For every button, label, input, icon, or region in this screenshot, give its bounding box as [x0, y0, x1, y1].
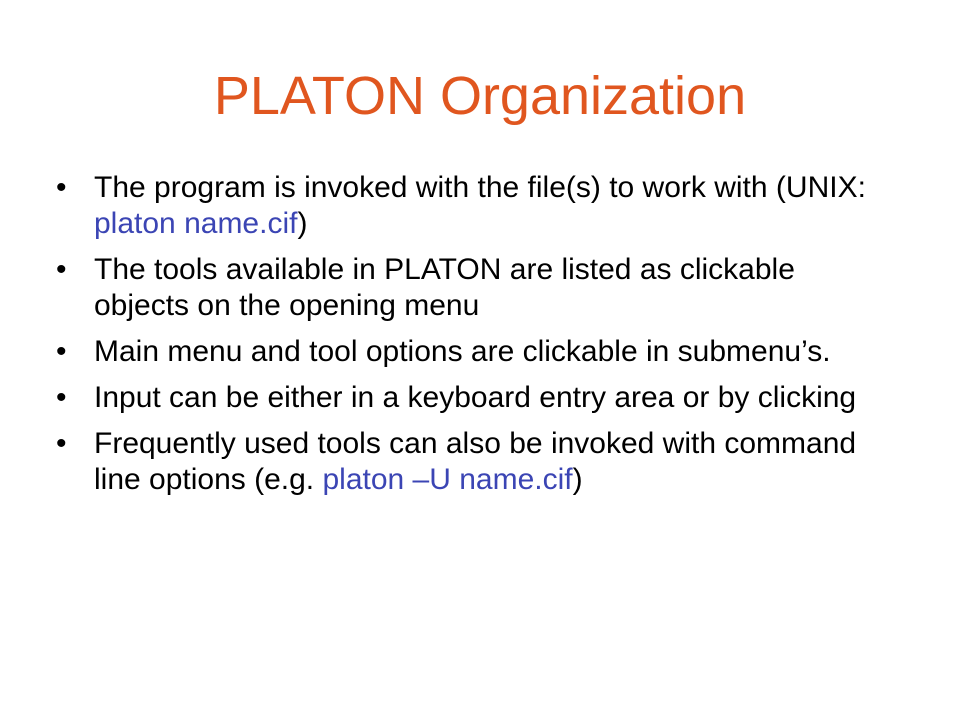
bullet-icon: • — [56, 335, 67, 368]
command-example: platon name.cif — [94, 207, 298, 240]
bullet-text: The program is invoked with the file(s) to work with (UNIX: — [94, 171, 866, 204]
command-example: platon –U name.cif — [322, 463, 573, 496]
bullet-item-command-line — [56, 426, 896, 498]
bullet-text-end: ) — [297, 207, 308, 240]
bullet-text-end: ) — [572, 463, 583, 496]
bullet-text: Input can be either in a keyboard entry area or by clicking — [94, 381, 857, 414]
bullet-text: The tools available in PLATON are listed as clickable objects on the opening menu — [94, 253, 795, 322]
bullet-list — [56, 170, 896, 508]
bullet-text: Main menu and tool options are clickable in submenu’s. — [94, 335, 831, 368]
bullet-item-input — [56, 380, 896, 416]
bullet-icon: • — [56, 253, 67, 286]
bullet-icon: • — [56, 171, 67, 204]
bullet-icon: • — [56, 381, 67, 414]
bullet-text: Frequently used tools can also be invoked with command line options (e.g. — [94, 427, 857, 496]
bullet-item-tools — [56, 252, 896, 324]
slide-title: PLATON Organization — [213, 66, 747, 126]
bullet-icon: • — [56, 427, 67, 460]
bullet-item-menus — [56, 334, 896, 370]
bullet-item-invocation — [56, 170, 896, 242]
